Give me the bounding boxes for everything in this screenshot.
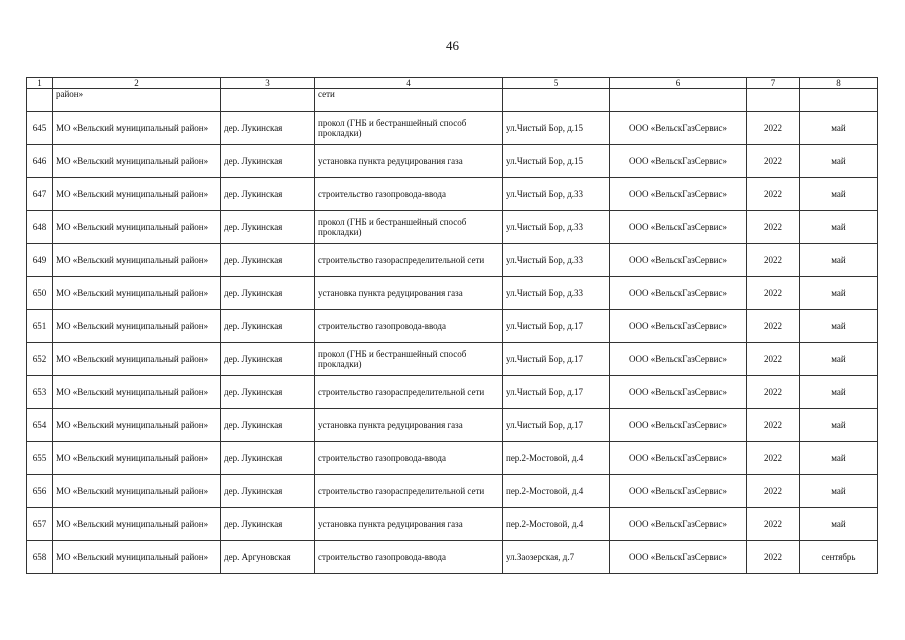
cell-month: май: [800, 508, 878, 541]
cell-municipality: МО «Вельский муниципальный район»: [53, 145, 221, 178]
cell-number: 655: [27, 442, 53, 475]
column-header: 2: [53, 78, 221, 89]
cell-work-type: строительство газораспределительной сети: [315, 244, 503, 277]
cell-month: май: [800, 178, 878, 211]
cell-organization: ООО «ВельскГазСервис»: [610, 277, 747, 310]
cell-organization: ООО «ВельскГазСервис»: [610, 310, 747, 343]
column-header: 3: [221, 78, 315, 89]
cell-month: май: [800, 343, 878, 376]
cell-number: 650: [27, 277, 53, 310]
cell-municipality: МО «Вельский муниципальный район»: [53, 409, 221, 442]
cell-municipality: МО «Вельский муниципальный район»: [53, 442, 221, 475]
column-header: 7: [747, 78, 800, 89]
cell-municipality: МО «Вельский муниципальный район»: [53, 178, 221, 211]
cell-organization: ООО «ВельскГазСервис»: [610, 343, 747, 376]
cell-municipality: МО «Вельский муниципальный район»: [53, 277, 221, 310]
cell-work-type: строительство газораспределительной сети: [315, 475, 503, 508]
table-row: [27, 277, 878, 310]
table-row: [27, 211, 878, 244]
cell-number: 657: [27, 508, 53, 541]
cell-year: 2022: [747, 541, 800, 574]
cell-village: дер. Лукинская: [221, 475, 315, 508]
cell-year: 2022: [747, 442, 800, 475]
cell-municipality: МО «Вельский муниципальный район»: [53, 211, 221, 244]
table-row: [27, 112, 878, 145]
cell-municipality: МО «Вельский муниципальный район»: [53, 376, 221, 409]
cell-work-type: прокол (ГНБ и бестраншейный способ прокладки): [315, 343, 503, 376]
cell-number: 649: [27, 244, 53, 277]
cell-work-type: установка пункта редуцирования газа: [315, 409, 503, 442]
cell-number: 648: [27, 211, 53, 244]
cell-year: 2022: [747, 244, 800, 277]
cell-year: 2022: [747, 376, 800, 409]
cell-number: 656: [27, 475, 53, 508]
cell-address: пер.2-Мостовой, д.4: [503, 508, 610, 541]
cell-village: [221, 89, 315, 112]
cell-work-type: строительство газораспределительной сети: [315, 376, 503, 409]
cell-work-type: сети: [315, 89, 503, 112]
cell-village: дер. Лукинская: [221, 310, 315, 343]
table-row: [27, 409, 878, 442]
cell-month: май: [800, 475, 878, 508]
column-header: 1: [27, 78, 53, 89]
cell-year: 2022: [747, 343, 800, 376]
cell-municipality: МО «Вельский муниципальный район»: [53, 508, 221, 541]
cell-organization: ООО «ВельскГазСервис»: [610, 211, 747, 244]
cell-work-type: строительство газопровода-ввода: [315, 310, 503, 343]
header-row: [27, 78, 878, 89]
cell-year: 2022: [747, 277, 800, 310]
cell-number: [27, 89, 53, 112]
table-row: [27, 442, 878, 475]
cell-month: май: [800, 145, 878, 178]
table-row: [27, 244, 878, 277]
cell-number: 647: [27, 178, 53, 211]
cell-village: дер. Лукинская: [221, 211, 315, 244]
cell-number: 652: [27, 343, 53, 376]
cell-number: 645: [27, 112, 53, 145]
cell-month: май: [800, 211, 878, 244]
cell-year: 2022: [747, 310, 800, 343]
table-row: [27, 376, 878, 409]
cell-village: дер. Лукинская: [221, 508, 315, 541]
gas-works-table: [26, 77, 878, 574]
cell-address: [503, 89, 610, 112]
table-row: [27, 310, 878, 343]
cell-year: [747, 89, 800, 112]
cell-year: 2022: [747, 409, 800, 442]
cell-address: ул.Чистый Бор, д.17: [503, 343, 610, 376]
cell-month: май: [800, 376, 878, 409]
cell-village: дер. Лукинская: [221, 409, 315, 442]
cell-address: ул.Чистый Бор, д.33: [503, 277, 610, 310]
cell-village: дер. Лукинская: [221, 277, 315, 310]
cell-work-type: установка пункта редуцирования газа: [315, 508, 503, 541]
cell-work-type: строительство газопровода-ввода: [315, 442, 503, 475]
cell-municipality: МО «Вельский муниципальный район»: [53, 541, 221, 574]
cell-year: 2022: [747, 475, 800, 508]
cell-month: май: [800, 310, 878, 343]
cell-village: дер. Лукинская: [221, 442, 315, 475]
cell-organization: ООО «ВельскГазСервис»: [610, 145, 747, 178]
cell-municipality: МО «Вельский муниципальный район»: [53, 112, 221, 145]
cell-organization: ООО «ВельскГазСервис»: [610, 475, 747, 508]
cell-number: 658: [27, 541, 53, 574]
cell-village: дер. Лукинская: [221, 343, 315, 376]
column-header: 4: [315, 78, 503, 89]
page-number: 46: [446, 38, 459, 53]
cell-number: 654: [27, 409, 53, 442]
cell-organization: ООО «ВельскГазСервис»: [610, 409, 747, 442]
cell-address: ул.Заозерская, д.7: [503, 541, 610, 574]
cell-organization: [610, 89, 747, 112]
table-row: [27, 541, 878, 574]
cell-address: пер.2-Мостовой, д.4: [503, 442, 610, 475]
cell-village: дер. Лукинская: [221, 178, 315, 211]
cell-work-type: установка пункта редуцирования газа: [315, 145, 503, 178]
cell-address: ул.Чистый Бор, д.17: [503, 376, 610, 409]
cell-organization: ООО «ВельскГазСервис»: [610, 442, 747, 475]
column-header: 6: [610, 78, 747, 89]
cell-organization: ООО «ВельскГазСервис»: [610, 178, 747, 211]
continued-row: [27, 89, 878, 112]
cell-work-type: строительство газопровода-ввода: [315, 541, 503, 574]
cell-municipality: МО «Вельский муниципальный район»: [53, 475, 221, 508]
cell-municipality: МО «Вельский муниципальный район»: [53, 310, 221, 343]
table-row: [27, 145, 878, 178]
cell-year: 2022: [747, 145, 800, 178]
cell-address: ул.Чистый Бор, д.15: [503, 112, 610, 145]
cell-address: ул.Чистый Бор, д.33: [503, 178, 610, 211]
cell-month: [800, 89, 878, 112]
cell-address: ул.Чистый Бор, д.15: [503, 145, 610, 178]
cell-year: 2022: [747, 178, 800, 211]
cell-municipality: МО «Вельский муниципальный район»: [53, 244, 221, 277]
cell-year: 2022: [747, 508, 800, 541]
cell-number: 651: [27, 310, 53, 343]
cell-village: дер. Лукинская: [221, 145, 315, 178]
cell-month: сентябрь: [800, 541, 878, 574]
cell-month: май: [800, 277, 878, 310]
cell-work-type: прокол (ГНБ и бестраншейный способ прокладки): [315, 211, 503, 244]
cell-organization: ООО «ВельскГазСервис»: [610, 244, 747, 277]
cell-address: ул.Чистый Бор, д.17: [503, 409, 610, 442]
cell-work-type: строительство газопровода-ввода: [315, 178, 503, 211]
cell-organization: ООО «ВельскГазСервис»: [610, 541, 747, 574]
cell-address: ул.Чистый Бор, д.33: [503, 211, 610, 244]
cell-month: май: [800, 442, 878, 475]
cell-year: 2022: [747, 211, 800, 244]
cell-month: май: [800, 244, 878, 277]
cell-work-type: установка пункта редуцирования газа: [315, 277, 503, 310]
cell-number: 653: [27, 376, 53, 409]
cell-village: дер. Лукинская: [221, 112, 315, 145]
cell-organization: ООО «ВельскГазСервис»: [610, 112, 747, 145]
cell-month: май: [800, 112, 878, 145]
table-row: [27, 343, 878, 376]
cell-organization: ООО «ВельскГазСервис»: [610, 508, 747, 541]
cell-village: дер. Лукинская: [221, 244, 315, 277]
cell-work-type: прокол (ГНБ и бестраншейный способ прокладки): [315, 112, 503, 145]
cell-municipality: район»: [53, 89, 221, 112]
cell-village: дер. Лукинская: [221, 376, 315, 409]
table-row: [27, 178, 878, 211]
cell-organization: ООО «ВельскГазСервис»: [610, 376, 747, 409]
cell-month: май: [800, 409, 878, 442]
cell-address: ул.Чистый Бор, д.33: [503, 244, 610, 277]
cell-year: 2022: [747, 112, 800, 145]
table-row: [27, 475, 878, 508]
column-header: 5: [503, 78, 610, 89]
cell-municipality: МО «Вельский муниципальный район»: [53, 343, 221, 376]
cell-address: ул.Чистый Бор, д.17: [503, 310, 610, 343]
table-row: [27, 508, 878, 541]
cell-village: дер. Аргуновская: [221, 541, 315, 574]
cell-address: пер.2-Мостовой, д.4: [503, 475, 610, 508]
cell-number: 646: [27, 145, 53, 178]
column-header: 8: [800, 78, 878, 89]
